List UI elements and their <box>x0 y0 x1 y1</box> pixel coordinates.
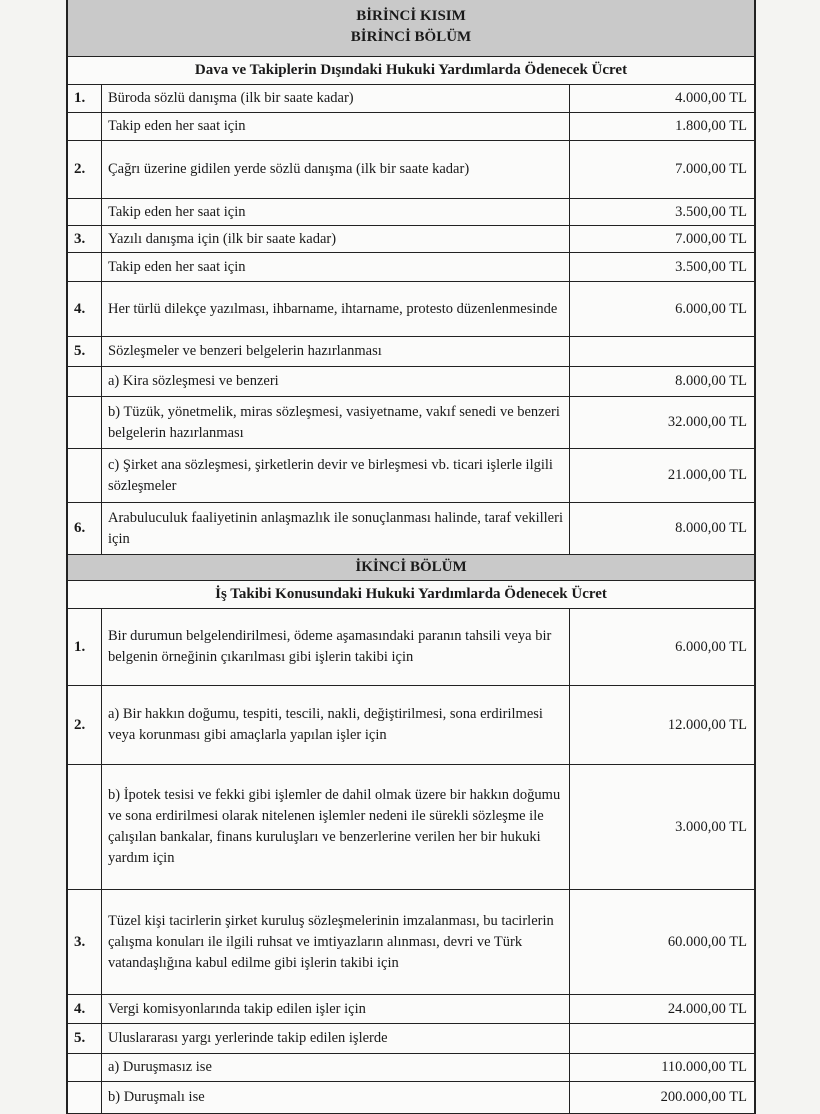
item-number: 3. <box>68 226 102 252</box>
section-subtitle: İş Takibi Konusundaki Hukuki Yardımlarda Ödenecek Ücret <box>68 581 754 609</box>
table-row <box>68 337 754 367</box>
item-number <box>68 199 102 225</box>
item-description: a) Duruşmasız ise <box>102 1054 570 1081</box>
fee-table <box>66 0 756 1114</box>
table-row <box>68 1024 754 1054</box>
item-number: 6. <box>68 503 102 554</box>
table-row <box>68 686 754 765</box>
table-row <box>68 503 754 555</box>
item-fee: 6.000,00 TL <box>675 300 747 317</box>
part1-header <box>68 0 754 57</box>
item-description: Çağrı üzerine gidilen yerde sözlü danışma (ilk bir saate kadar) <box>102 141 570 198</box>
item-description: c) Şirket ana sözleşmesi, şirketlerin devir ve birleşmesi vb. ticari işlerle ilgili sözleşmeler <box>102 449 570 502</box>
item-fee: 24.000,00 TL <box>667 1000 747 1017</box>
item-number <box>68 1082 102 1113</box>
table-row <box>68 765 754 890</box>
item-fee: 8.000,00 TL <box>675 373 747 389</box>
item-description: Tüzel kişi tacirlerin şirket kuruluş sözleşmelerinin imzalanması, bu tacirlerin çalışma konuları ile ilgili ruhsat ve imtiyazların alınması, devri ve Türk vatandaşlığına kabul edilme gibi işlerin takibi için <box>102 890 570 994</box>
item-number: 1. <box>68 85 102 112</box>
item-fee: 7.000,00 TL <box>675 230 747 247</box>
item-number <box>68 367 102 396</box>
item-description: Sözleşmeler ve benzeri belgelerin hazırlanması <box>102 337 570 366</box>
item-fee: 3.000,00 TL <box>675 818 747 835</box>
item-description: Bir durumun belgelendirilmesi, ödeme aşamasındaki paranın tahsili veya bir belgenin örneğinin çıkarılması gibi işlerin takibi için <box>102 609 570 685</box>
item-number: 5. <box>68 1024 102 1053</box>
item-fee <box>570 337 754 366</box>
item-fee: 21.000,00 TL <box>667 467 747 483</box>
item-fee: 1.800,00 TL <box>675 118 747 134</box>
item-number <box>68 113 102 140</box>
item-description: Vergi komisyonlarında takip edilen işler için <box>102 995 570 1023</box>
table-row <box>68 397 754 449</box>
item-fee: 200.000,00 TL <box>660 1089 747 1105</box>
table-row <box>68 1082 754 1114</box>
item-number: 4. <box>68 995 102 1023</box>
item-description: b) Duruşmalı ise <box>102 1082 570 1113</box>
item-number: 5. <box>68 337 102 366</box>
item-fee: 110.000,00 TL <box>661 1059 747 1075</box>
table-row <box>68 199 754 226</box>
item-fee: 12.000,00 TL <box>667 716 747 733</box>
section-subtitle: Dava ve Takiplerin Dışındaki Hukuki Yardımlarda Ödenecek Ücret <box>68 57 754 85</box>
item-fee: 32.000,00 TL <box>667 414 747 430</box>
item-number <box>68 397 102 448</box>
item-description: a) Kira sözleşmesi ve benzeri <box>102 367 570 396</box>
item-fee: 60.000,00 TL <box>667 933 747 950</box>
table-row <box>68 890 754 995</box>
item-fee: 7.000,00 TL <box>675 161 747 177</box>
item-number <box>68 765 102 889</box>
item-description: Takip eden her saat için <box>102 113 570 140</box>
item-description: Büroda sözlü danışma (ilk bir saate kadar) <box>102 85 570 112</box>
item-description: Takip eden her saat için <box>102 199 570 225</box>
item-description: Her türlü dilekçe yazılması, ihbarname, ihtarname, protesto düzenlenmesinde <box>102 282 570 336</box>
section-title: BİRİNCİ BÖLÜM <box>350 29 472 45</box>
item-number: 3. <box>68 890 102 994</box>
item-fee: 4.000,00 TL <box>675 90 747 106</box>
item-description: Arabuluculuk faaliyetinin anlaşmazlık ile sonuçlanması halinde, taraf vekilleri için <box>102 503 570 554</box>
item-fee: 8.000,00 TL <box>675 520 747 536</box>
table-row <box>68 253 754 282</box>
table-row <box>68 995 754 1024</box>
table-row <box>68 141 754 199</box>
table-row <box>68 609 754 686</box>
table-row <box>68 1054 754 1082</box>
table-row <box>68 449 754 503</box>
item-description: b) İpotek tesisi ve fekki gibi işlemler de dahil olmak üzere bir hakkın doğumu ve sona erdirilmesi olarak nitelenen işlemler nedeni ile sürekli sözleşme ile çalışılan bankalar, finans kuruluşları ve benzerlerine verilen her bir hukuki yardım için <box>102 765 570 889</box>
item-description: Takip eden her saat için <box>102 253 570 281</box>
item-number: 4. <box>68 282 102 336</box>
item-number <box>68 1054 102 1081</box>
part2-header <box>68 555 754 581</box>
table-row <box>68 282 754 337</box>
table-row <box>68 367 754 397</box>
item-fee <box>570 1024 754 1053</box>
item-number: 2. <box>68 686 102 764</box>
item-fee: 6.000,00 TL <box>675 638 747 655</box>
part-title: BİRİNCİ KISIM <box>356 8 466 24</box>
item-number: 1. <box>68 609 102 685</box>
table-row <box>68 113 754 141</box>
item-number <box>68 253 102 281</box>
item-fee: 3.500,00 TL <box>675 203 747 220</box>
table-row <box>68 226 754 253</box>
item-description: a) Bir hakkın doğumu, tespiti, tescili, nakli, değiştirilmesi, sona erdirilmesi veya korunması gibi amaçlarla yapılan işler için <box>102 686 570 764</box>
item-fee: 3.500,00 TL <box>675 258 747 275</box>
section-title: İKİNCİ BÖLÜM <box>355 559 467 575</box>
item-description: Yazılı danışma için (ilk bir saate kadar) <box>102 226 570 252</box>
table-row <box>68 85 754 113</box>
item-number: 2. <box>68 141 102 198</box>
item-description: b) Tüzük, yönetmelik, miras sözleşmesi, vasiyetname, vakıf senedi ve benzeri belgelerin hazırlanması <box>102 397 570 448</box>
item-number <box>68 449 102 502</box>
item-description: Uluslararası yargı yerlerinde takip edilen işlerde <box>102 1024 570 1053</box>
